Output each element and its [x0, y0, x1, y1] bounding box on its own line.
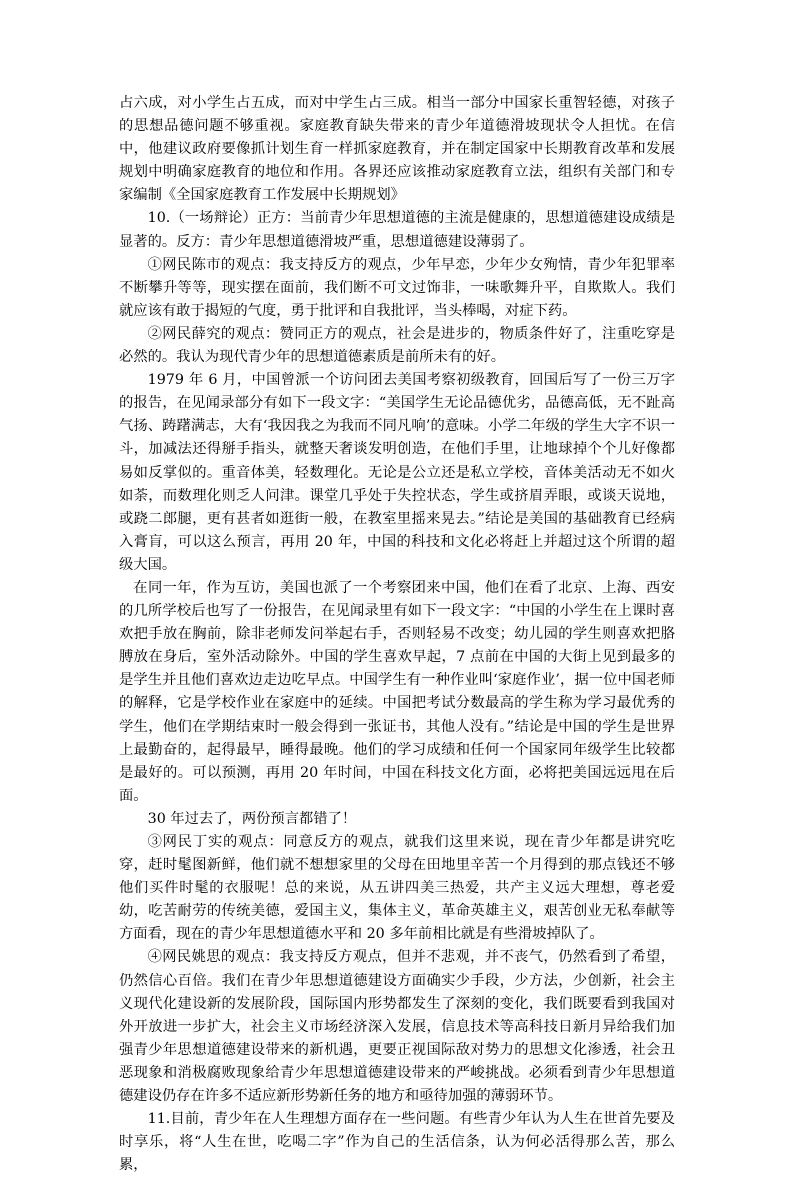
paragraph-china-delegation-report: 1979 年 6 月，中国曾派一个访问团去美国考察初级教育，回国后写了一份三万字的报告，在见闻录部分有如下一段文字：“美国学生无论品德优劣，品德高低，无不趾高气扬、踌躇满志，大有‘我因我之为我而不同凡响’的意味。小学二年级的学生大字不识一斗，加减法还得掰手指头，就整天奢谈发明创造，在他们手里，让地球掉个个儿好像都易如反掌似的。重音体美，轻数理化。无论是公立还是私立学校，音体美活动无不如火如荼，而数理化则乏人问津。课堂几乎处于失控状态，学生或挤眉弄眼，或谈天说地，或跷二郎腿，更有甚者如逛街一般，在教室里摇来晃去。”结论是美国的基础教育已经病入膏肓，可以这么预言，再用 20 年，中国的科技和文化必将赶上并超过这个所谓的超级大国。 — [119, 372, 675, 573]
paragraph-us-delegation-report: 在同一年，作为互访，美国也派了一个考察团来中国，他们在看了北京、上海、西安的几所学校后也写了一份报告，在见闻录里有如下一段文字：“中国的小学生在上课时喜欢把手放在胸前，除非老师发问举起右手，否则轻易不改变；幼儿园的学生则喜欢把胳膊放在身后，室外活动除外。中国的学生喜欢早起，7 点前在中国的大街上见到最多的是学生并且他们喜欢边走边吃早点。中国学生有一种作业叫‘家庭作业’，据一位中国老师的解释，它是学校作业在家庭中的延续。中国把考试分数最高的学生称为学习最优秀的学生，他们在学期结束时一般会得到一张证书，其他人没有。”结论是中国的学生是世界上最勤奋的，起得最早，睡得最晚。他们的学习成绩和任何一个国家同年级学生比较都是最好的。可以预测，再用 20 年时间，中国在科技文化方面，必将把美国远远甩在后面。 — [119, 579, 675, 804]
paragraph-predictions-wrong: 30 年过去了，两份预言都错了！ — [147, 810, 357, 827]
document-page — [119, 92, 675, 1177]
paragraph-question-11: 11.目前，青少年在人生理想方面存在一些问题。有些青少年认为人生在世首先要及时享乐，将“人生在世，吃喝二字”作为自己的生活信条，认为何必活得那么苦，那么累， — [119, 1111, 675, 1174]
paragraph-netizen-ding-view: ③网民丁实的观点：同意反方的观点，就我们这里来说，现在青少年都是讲究吃穿，赶时髦图新鲜，他们就不想想家里的父母在田地里辛苦一个月得到的那点钱还不够他们买件时髦的衣服呢！总的来说，从五讲四美三热爱，共产主义远大理想，尊老爱幼，吃苦耐劳的传统美德，爱国主义，集体主义，革命英雄主义，艰苦创业无私奉献等方面看，现在的青少年思想道德水平和 20 多年前相比就是有些滑坡掉队了。 — [119, 834, 675, 943]
paragraph-family-education-report: 占六成，对小学生占五成，而对中学生占三成。相当一部分中国家长重智轻德，对孩子的思想品德问题不够重视。家庭教育缺失带来的青少年道德滑坡现状令人担忧。在信中，他建议政府要像抓计划生育一样抓家庭教育，并在制定国家中长期教育改革和发展规划中明确家庭教育的地位和作用。各界还应该推动家庭教育立法，组织有关部门和专家编制《全国家庭教育工作发展中长期规划》 — [119, 95, 675, 204]
paragraph-netizen-chen-view: ①网民陈市的观点：我支持反方的观点，少年早恋，少年少女殉情，青少年犯罪率不断攀升等等，现实摆在面前，我们断不可文过饰非，一味歌舞升平，自欺欺人。我们就应该有敢于揭短的气度，勇于批评和自我批评，当头棒喝，对症下药。 — [119, 256, 675, 319]
paragraph-netizen-yao-view: ④网民姚思的观点：我支持反方观点，但并不悲观，并不丧气，仍然看到了希望，仍然信心百倍。我们在青少年思想道德建设方面确实少手段，少方法，少创新，社会主义现代化建设新的发展阶段，国际国内形势都发生了深刻的变化，我们既要看到我国对外开放进一步扩大，社会主义市场经济深入发展，信息技术等高科技日新月异给我们加强青少年思想道德建设带来的新机遇，更要正视国际敌对势力的思想文化渗透，社会丑恶现象和消极腐败现象给青少年思想道德建设带来的严峻挑战。必须看到青少年思想道德建设仍存在许多不适应新形势新任务的地方和亟待加强的薄弱环节。 — [119, 949, 675, 1105]
paragraph-netizen-xue-view: ②网民薛究的观点：赞同正方的观点，社会是进步的，物质条件好了，注重吃穿是必然的。我认为现代青少年的思想道德素质是前所未有的好。 — [119, 325, 675, 366]
paragraph-debate-intro: 10.（一场辩论）正方：当前青少年思想道德的主流是健康的，思想道德建设成绩是显著的。反方：青少年思想道德滑坡严重，思想道德建设薄弱了。 — [119, 210, 675, 250]
